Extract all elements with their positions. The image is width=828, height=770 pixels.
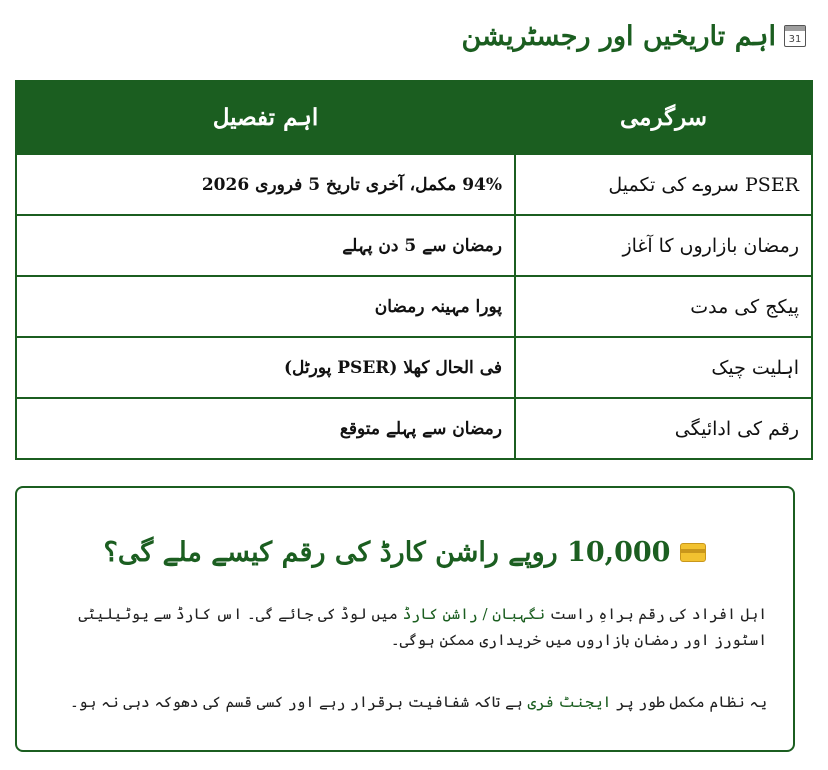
detail-cell: 94% مکمل، آخری تاریخ 5 فروری 2026 bbox=[16, 154, 515, 215]
calendar-icon: 31 bbox=[784, 25, 806, 47]
detail-cell: پورا مہینہ رمضان bbox=[16, 276, 515, 337]
detail-cell: رمضان سے 5 دن پہلے bbox=[16, 215, 515, 276]
table-row bbox=[16, 276, 812, 337]
para1-text-a: اہل افراد کی رقم براہِ راست bbox=[545, 605, 767, 623]
table-row bbox=[16, 154, 812, 215]
detail-cell: رمضان سے پہلے متوقع bbox=[16, 398, 515, 459]
info-box-title bbox=[17, 537, 793, 568]
ration-card-info-box bbox=[15, 486, 795, 752]
para2-highlight: ایجنٹ فری bbox=[527, 693, 612, 711]
activity-cell: رقم کی ادائیگی bbox=[515, 398, 812, 459]
table-row bbox=[16, 215, 812, 276]
para2-text-b: ہے تاکہ شفافیت برقرار رہے اور کسی قسم کی دھوکہ دہی نہ ہو۔ bbox=[69, 693, 528, 711]
table-row bbox=[16, 337, 812, 398]
para1-highlight: نگہبان / راشن کارڈ bbox=[402, 605, 546, 623]
para1-text-b: میں لوڈ کی جائے گی۔ اس کارڈ سے یوٹیلیٹی اسٹورز اور رمضان بازاروں میں خریداری ممکن ہوگی۔ bbox=[78, 605, 767, 649]
activity-cell: رمضان بازاروں کا آغاز bbox=[515, 215, 812, 276]
activity-cell: PSER سروے کی تکمیل bbox=[515, 154, 812, 215]
activity-cell: پیکج کی مدت bbox=[515, 276, 812, 337]
dates-table bbox=[15, 80, 813, 460]
dates-section-title bbox=[22, 14, 806, 58]
table-row bbox=[16, 398, 812, 459]
table-header-row bbox=[16, 81, 812, 154]
info-paragraph-2 bbox=[43, 689, 767, 715]
info-paragraph-1 bbox=[43, 601, 767, 653]
header-activity: سرگرمی bbox=[515, 81, 812, 154]
credit-card-icon bbox=[680, 543, 706, 562]
detail-cell: فی الحال کھلا (PSER پورٹل) bbox=[16, 337, 515, 398]
activity-cell: اہلیت چیک bbox=[515, 337, 812, 398]
info-title-text: 10,000 روپے راشن کارڈ کی رقم کیسے ملے گی؟ bbox=[103, 537, 671, 568]
dates-title-text: اہم تاریخیں اور رجسٹریشن bbox=[461, 20, 776, 52]
para2-text-a: یہ نظام مکمل طور پر bbox=[611, 693, 767, 711]
header-detail: اہم تفصیل bbox=[16, 81, 515, 154]
